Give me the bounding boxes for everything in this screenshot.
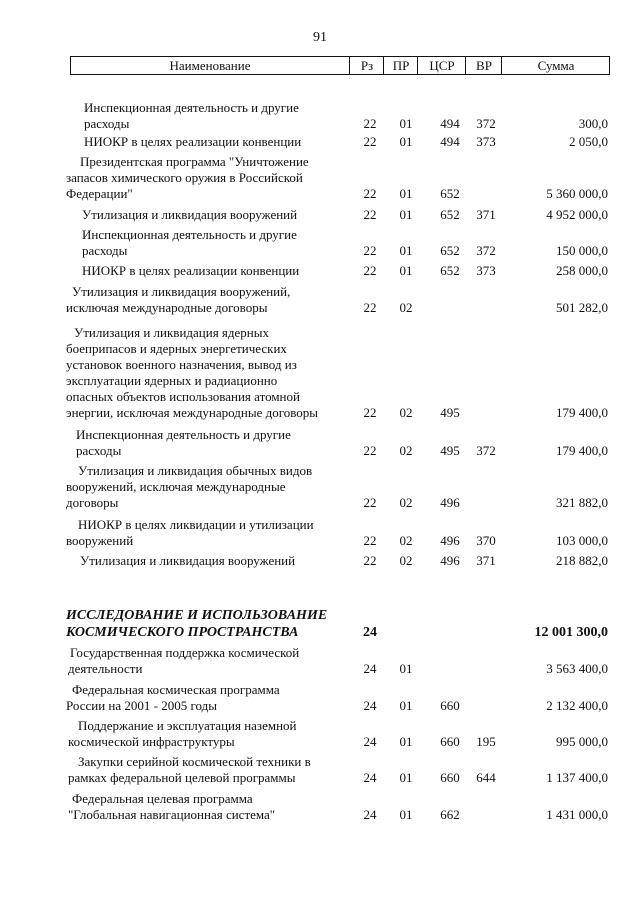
cell-pr: 01 xyxy=(399,661,413,676)
cell-rz: 22 xyxy=(363,533,377,548)
cell-csr: 496 xyxy=(440,553,460,568)
row-name xyxy=(66,645,356,677)
row-name xyxy=(66,791,356,823)
header-csr: ЦСР xyxy=(417,57,466,74)
cell-vr: 372 xyxy=(476,243,496,258)
cell-csr: 662 xyxy=(440,807,460,822)
row-name-line: Инспекционная деятельность и другие xyxy=(82,227,297,242)
cell-csr: 494 xyxy=(440,116,460,131)
cell-sum: 321 882,0 xyxy=(556,495,608,510)
row-name-line: исключая международные договоры xyxy=(66,300,268,315)
cell-rz: 22 xyxy=(363,263,377,278)
row-name-line: России на 2001 - 2005 годы xyxy=(66,698,217,713)
cell-rz: 24 xyxy=(363,698,377,713)
cell-vr: 372 xyxy=(476,116,496,131)
cell-rz: 24 xyxy=(363,734,377,749)
row-name-line: вооружений xyxy=(66,533,134,548)
row-name-line: НИОКР в целях реализации конвенции xyxy=(84,134,302,149)
cell-csr: 660 xyxy=(440,734,460,749)
cell-vr: 644 xyxy=(476,770,496,785)
cell-pr: 02 xyxy=(399,300,413,315)
cell-sum: 218 882,0 xyxy=(556,553,608,568)
cell-sum: 179 400,0 xyxy=(556,405,608,420)
cell-vr: 371 xyxy=(476,207,496,222)
cell-rz: 22 xyxy=(363,116,377,131)
cell-rz: 22 xyxy=(363,443,377,458)
cell-sum: 179 400,0 xyxy=(556,443,608,458)
row-name-line: Федерации" xyxy=(66,186,133,201)
cell-csr: 652 xyxy=(440,186,460,201)
cell-sum: 501 282,0 xyxy=(556,300,608,315)
cell-csr: 495 xyxy=(440,443,460,458)
header-name: Наименование xyxy=(169,58,251,73)
cell-csr: 660 xyxy=(440,698,460,713)
cell-sum: 103 000,0 xyxy=(556,533,608,548)
row-name-line: Закупки серийной космической техники в xyxy=(78,754,311,769)
cell-rz: 24 xyxy=(363,661,377,676)
row-name-line: КОСМИЧЕСКОГО ПРОСТРАНСТВА xyxy=(66,625,299,640)
row-name-line: Инспекционная деятельность и другие xyxy=(76,427,291,442)
cell-rz: 22 xyxy=(363,243,377,258)
row-name xyxy=(66,207,356,223)
row-name xyxy=(66,463,356,511)
row-name-line: опасных объектов использования атомной xyxy=(66,389,300,404)
cell-sum: 1 431 000,0 xyxy=(546,807,608,822)
row-name-line: Утилизация и ликвидация обычных видов xyxy=(78,463,313,478)
row-name-line: Президентская программа "Уничтожение xyxy=(80,154,309,169)
cell-csr: 652 xyxy=(440,207,460,222)
row-name-line: деятельности xyxy=(68,661,143,676)
row-name-line: расходы xyxy=(82,243,128,258)
cell-pr: 01 xyxy=(399,770,413,785)
cell-csr: 652 xyxy=(440,243,460,258)
cell-vr: 372 xyxy=(476,443,496,458)
row-name xyxy=(66,517,356,549)
header-pr: ПР xyxy=(383,57,418,74)
cell-rz: 24 xyxy=(363,770,377,785)
row-name-line: энергии, исключая международные договоры xyxy=(66,405,319,420)
cell-vr: 370 xyxy=(476,533,496,548)
cell-sum: 995 000,0 xyxy=(556,734,608,749)
row-name-line: НИОКР в целях ликвидации и утилизации xyxy=(78,517,314,532)
cell-vr: 371 xyxy=(476,553,496,568)
row-name-line: Утилизация и ликвидация вооружений xyxy=(80,553,296,568)
row-name-line: эксплуатации ядерных и радиационно xyxy=(66,373,278,388)
cell-sum: 2 050,0 xyxy=(569,134,608,149)
cell-rz: 22 xyxy=(363,207,377,222)
row-name-line: расходы xyxy=(76,443,122,458)
header-rz: Рз xyxy=(349,57,384,74)
cell-pr: 01 xyxy=(399,734,413,749)
row-name xyxy=(66,134,356,150)
row-name-line: Поддержание и эксплуатация наземной xyxy=(78,718,297,733)
header-vr: ВР xyxy=(465,57,502,74)
row-name xyxy=(66,607,356,641)
row-name-line: запасов химического оружия в Российской xyxy=(66,170,303,185)
page-number: 91 xyxy=(313,30,327,45)
row-name-line: установок военного назначения, вывод из xyxy=(66,357,297,372)
row-name xyxy=(66,754,356,786)
cell-sum: 258 000,0 xyxy=(556,263,608,278)
row-name-line: Утилизация и ликвидация вооружений, xyxy=(72,284,291,299)
cell-rz: 22 xyxy=(363,300,377,315)
row-name-line: рамках федеральной целевой программы xyxy=(68,770,296,785)
cell-csr: 494 xyxy=(440,134,460,149)
cell-rz: 22 xyxy=(363,405,377,420)
cell-csr: 496 xyxy=(440,533,460,548)
row-name xyxy=(66,263,356,279)
cell-pr: 01 xyxy=(399,116,413,131)
row-name xyxy=(66,284,356,316)
cell-vr: 373 xyxy=(476,263,496,278)
row-name xyxy=(66,100,356,132)
row-name xyxy=(66,154,356,202)
cell-pr: 02 xyxy=(399,553,413,568)
cell-csr: 495 xyxy=(440,405,460,420)
row-name-line: Утилизация и ликвидация вооружений xyxy=(82,207,298,222)
cell-pr: 02 xyxy=(399,533,413,548)
row-name xyxy=(66,325,356,421)
cell-csr: 660 xyxy=(440,770,460,785)
cell-pr: 01 xyxy=(399,698,413,713)
cell-pr: 01 xyxy=(399,807,413,822)
cell-sum: 5 360 000,0 xyxy=(546,186,608,201)
row-name-line: Утилизация и ликвидация ядерных xyxy=(74,325,269,340)
cell-rz: 22 xyxy=(363,495,377,510)
cell-sum: 1 137 400,0 xyxy=(546,770,608,785)
cell-sum: 12 001 300,0 xyxy=(534,625,608,640)
cell-pr: 02 xyxy=(399,405,413,420)
row-name-line: Инспекционная деятельность и другие xyxy=(84,100,299,115)
cell-rz: 22 xyxy=(363,186,377,201)
cell-pr: 02 xyxy=(399,495,413,510)
cell-pr: 01 xyxy=(399,243,413,258)
cell-sum: 300,0 xyxy=(578,116,608,131)
row-name-line: вооружений, исключая международные xyxy=(66,479,286,494)
row-name-line: Государственная поддержка космической xyxy=(70,645,300,660)
cell-rz: 22 xyxy=(363,553,377,568)
cell-csr: 496 xyxy=(440,495,460,510)
row-name xyxy=(66,553,356,569)
header-sum: Сумма xyxy=(501,57,610,74)
cell-sum: 150 000,0 xyxy=(556,243,608,258)
cell-pr: 01 xyxy=(399,134,413,149)
cell-sum: 2 132 400,0 xyxy=(546,698,608,713)
row-name xyxy=(66,227,356,259)
cell-vr: 373 xyxy=(476,134,496,149)
cell-sum: 4 952 000,0 xyxy=(546,207,608,222)
cell-rz: 22 xyxy=(363,134,377,149)
cell-csr: 652 xyxy=(440,263,460,278)
row-name-line: договоры xyxy=(66,495,119,510)
row-name-line: космической инфраструктуры xyxy=(68,734,235,749)
cell-sum: 3 563 400,0 xyxy=(546,661,608,676)
row-name xyxy=(66,718,356,750)
row-name-line: расходы xyxy=(84,116,130,131)
row-name-line: ИССЛЕДОВАНИЕ И ИСПОЛЬЗОВАНИЕ xyxy=(66,608,328,623)
row-name-line: НИОКР в целях реализации конвенции xyxy=(82,263,300,278)
row-name xyxy=(66,427,356,459)
cell-pr: 01 xyxy=(399,186,413,201)
cell-pr: 01 xyxy=(399,263,413,278)
cell-pr: 01 xyxy=(399,207,413,222)
row-name-line: Федеральная космическая программа xyxy=(72,682,280,697)
cell-rz: 24 xyxy=(363,807,377,822)
row-name-line: "Глобальная навигационная система" xyxy=(68,807,276,822)
row-name-line: боеприпасов и ядерных энергетических xyxy=(66,341,287,356)
row-name-line: Федеральная целевая программа xyxy=(72,791,253,806)
cell-vr: 195 xyxy=(476,734,496,749)
row-name xyxy=(66,682,356,714)
cell-pr: 02 xyxy=(399,443,413,458)
cell-rz: 24 xyxy=(363,625,377,640)
